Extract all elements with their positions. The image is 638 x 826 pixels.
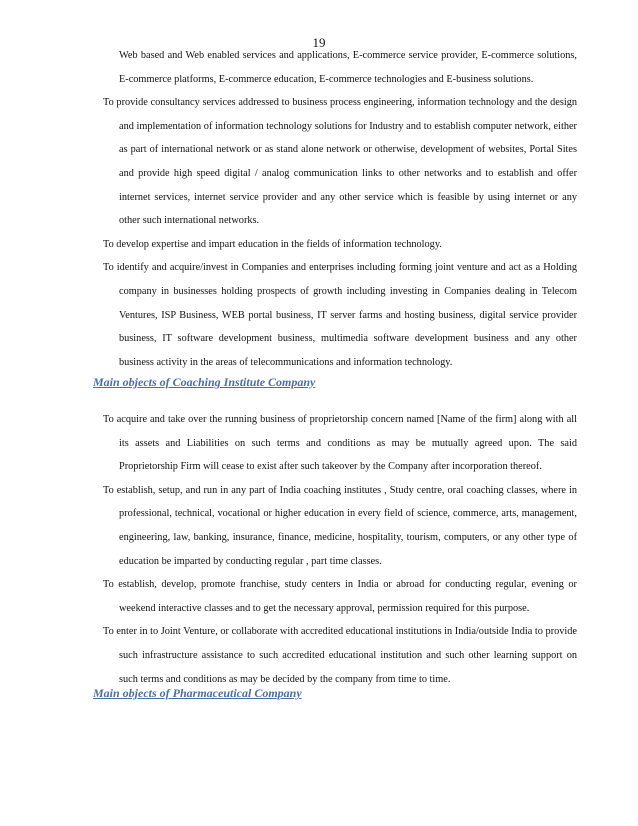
paragraph-franchise: To establish, develop, promote franchise, study centers in India or abroad for conducting regular, evening or weekend interactive classes and to get the necessary approval, permission required for this purpose. bbox=[103, 579, 577, 614]
paragraph-ecommerce: Web based and Web enabled services and applications, E-commerce service provider, E-commerce solutions, E-commerce platforms, E-commerce education, E-commerce technologies and E-business solutions. bbox=[119, 50, 577, 85]
heading-pharmaceutical: Main objects of Pharmaceutical Company bbox=[93, 686, 302, 700]
paragraph-takeover: To acquire and take over the running business of proprietorship concern named [Name of the firm] along with all its assets and Liabilities on such terms and conditions as may be mutually agreed upon. The said Proprietorship Firm will cease to exist after such takeover by the Company after incorporation thereof. bbox=[103, 414, 577, 473]
paragraph-joint-venture: To enter in to Joint Venture, or collaborate with accredited educational institutions in India/outside India to provide such infrastructure assistance to such accredited educational institution and such other learning support on such terms and conditions as may be decided by the company from time to time. bbox=[103, 626, 577, 685]
page-number: 19 bbox=[312, 35, 326, 50]
paragraph-acquire-invest: To identify and acquire/invest in Companies and enterprises including forming joint venture and act as a Holding company in businesses holding prospects of growth including investing in Companies dealing in Telecom Ventures, ISP Business, WEB portal business, IT server farms and hosting business, digital service provider business, IT software development business, multimedia software development business and any other business activity in the areas of telecommunications and information technology. bbox=[103, 262, 577, 368]
paragraph-coaching-institutes: To establish, setup, and run in any part of India coaching institutes , Study centre, oral coaching classes, where in professional, technical, vocational or higher education in every field of science, commerce, arts, management, engineering, law, banking, insurance, finance, medicine, hospitality, tourism, computers, or any other type of education be imparted by conducting regular , part time classes. bbox=[103, 484, 577, 567]
paragraph-consultancy: To provide consultancy services addressed to business process engineering, information technology and the design and implementation of information technology solutions for Industry and to establish computer network, either as part of international network or as stand alone network or otherwise, development of websites, Portal Sites and provide high speed digital / analog communication links to other networks and to establish and offer internet services, internet service provider and any other service which is feasible by using internet or any other such international networks. bbox=[103, 97, 577, 227]
section-it-objects bbox=[103, 44, 577, 374]
heading-coaching-institute: Main objects of Coaching Institute Company bbox=[93, 375, 316, 389]
paragraph-education-it: To develop expertise and impart education in the fields of information technology. bbox=[103, 238, 442, 250]
section-coaching-objects bbox=[103, 408, 577, 691]
